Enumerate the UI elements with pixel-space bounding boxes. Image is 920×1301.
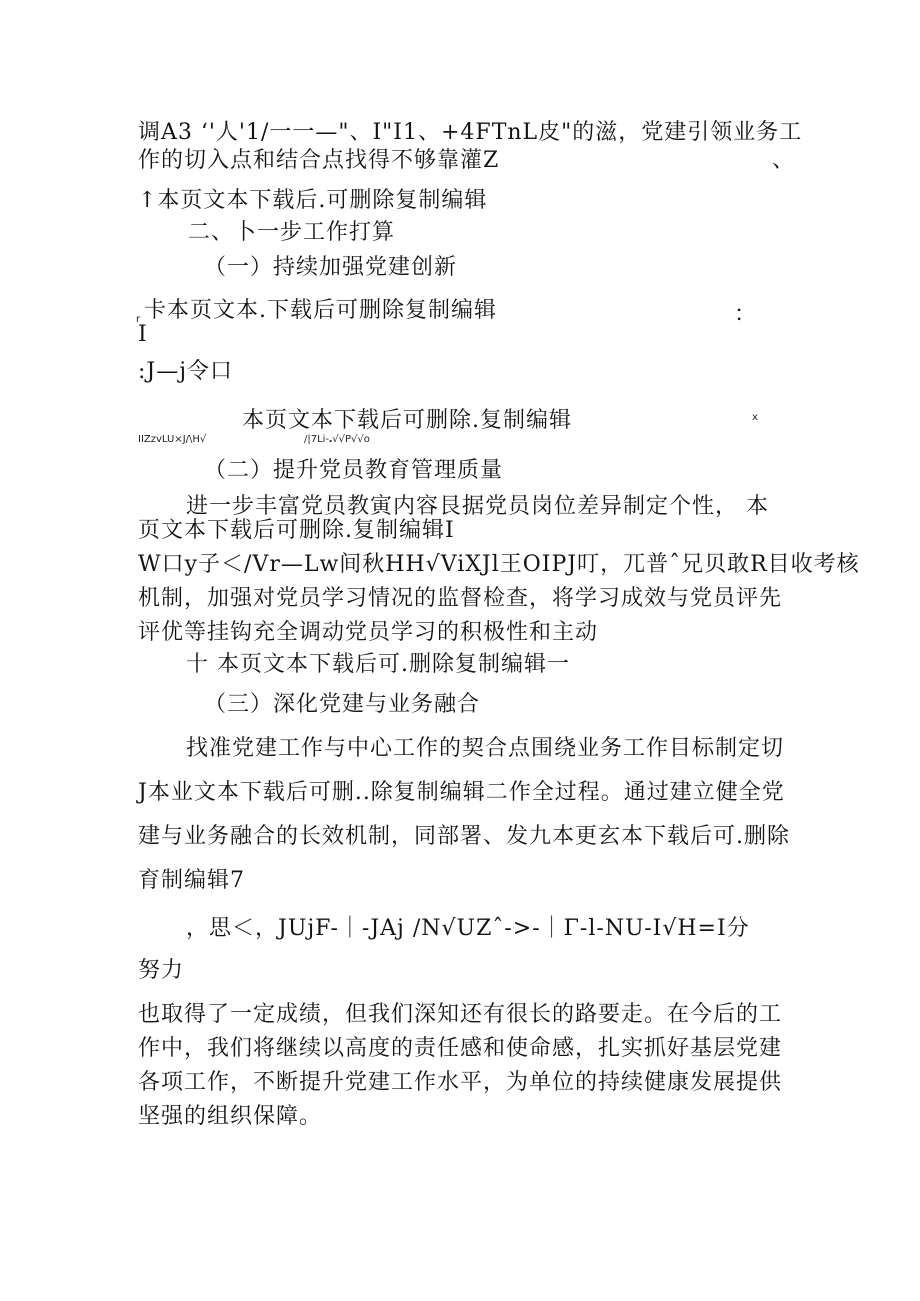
text-line: 作的切入点和结合点找得不够靠灌Z <box>138 148 500 173</box>
watermark-note: 本页文本下载后可删除.复制编辑 <box>242 408 572 433</box>
text-line: 评优等挂钩充全调动党员学习的积极性和主动 <box>138 620 599 645</box>
text-line-fragment: 、 <box>772 148 796 173</box>
text-line: 建与业务融合的长效机制，同部署、发九本更玄本下载后可.删除 <box>138 824 790 849</box>
text-fragment: r <box>136 314 141 325</box>
watermark-note: 卡本页文本.下载后可删除复制编辑 <box>144 298 497 323</box>
watermark-note: ↑本页文本下载后.可删除复制编辑 <box>138 188 488 213</box>
text-line: 进一步丰富党员教寅内容艮据党员岗位差异制定个性， 本 <box>186 494 769 519</box>
text-line: 努力 <box>138 958 185 983</box>
text-line: :J—j令口 <box>138 359 234 384</box>
text-fragment: x <box>752 412 758 423</box>
text-line: 也取得了一定成绩，但我们深知还有很长的路要走。在今后的工 <box>138 1002 783 1027</box>
section-heading: 二、卜一步工作打算 <box>188 220 396 245</box>
text-line: 调A3 ‘'人'1/一一—"、I"I1、+4FTnL皮"的滋，党建引领业务工 <box>138 120 803 145</box>
text-line: W口y子＜/Vr—Lw间秋HH√ViXJl王OIPJ叮，兀普ˆ兄贝敢R目收考核 <box>138 552 860 577</box>
subsection-heading: （三）深化党建与业务融合 <box>204 692 481 717</box>
text-line: 作中，我们将继续以高度的责任感和使命感，扎实抓好基层党建 <box>138 1036 783 1061</box>
garbled-text: ，思＜，JUjF-｜-JAj /N√UZˆ->-｜Γ-l-NU-I√H=I分 <box>186 916 750 941</box>
subsection-heading: （一）持续加强党建创新 <box>204 255 458 280</box>
watermark-note: 页文本下载后可删除.复制编辑I <box>138 518 455 543</box>
text-line: J本业文本下载后可删..除复制编辑二作全过程。通过建立健全党 <box>138 780 785 805</box>
text-fragment: I <box>138 322 148 347</box>
text-line: 各项工作，不断提升党建工作水平，为单位的持续健康发展提供 <box>138 1070 783 1095</box>
watermark-note: 十 本页文本下载后可.删除复制编辑一 <box>186 652 570 677</box>
text-line: 机制，加强对党员学习情况的监督检查，将学习成效与党员评先 <box>138 586 783 611</box>
text-line-fragment: ： <box>734 302 758 327</box>
garbled-text: IIZzvLU×J/\H√ <box>138 434 207 445</box>
subsection-heading: （二）提升党员教育管理质量 <box>204 458 504 483</box>
text-line: 育制编辑7 <box>138 868 245 893</box>
text-line: 坚强的组织保障。 <box>138 1104 323 1129</box>
text-line: 找准党建工作与中心工作的契合点围绕业务工作目标制定切 <box>186 736 785 761</box>
garbled-text: /|7Li-𝅘√√P√√o <box>304 434 370 445</box>
